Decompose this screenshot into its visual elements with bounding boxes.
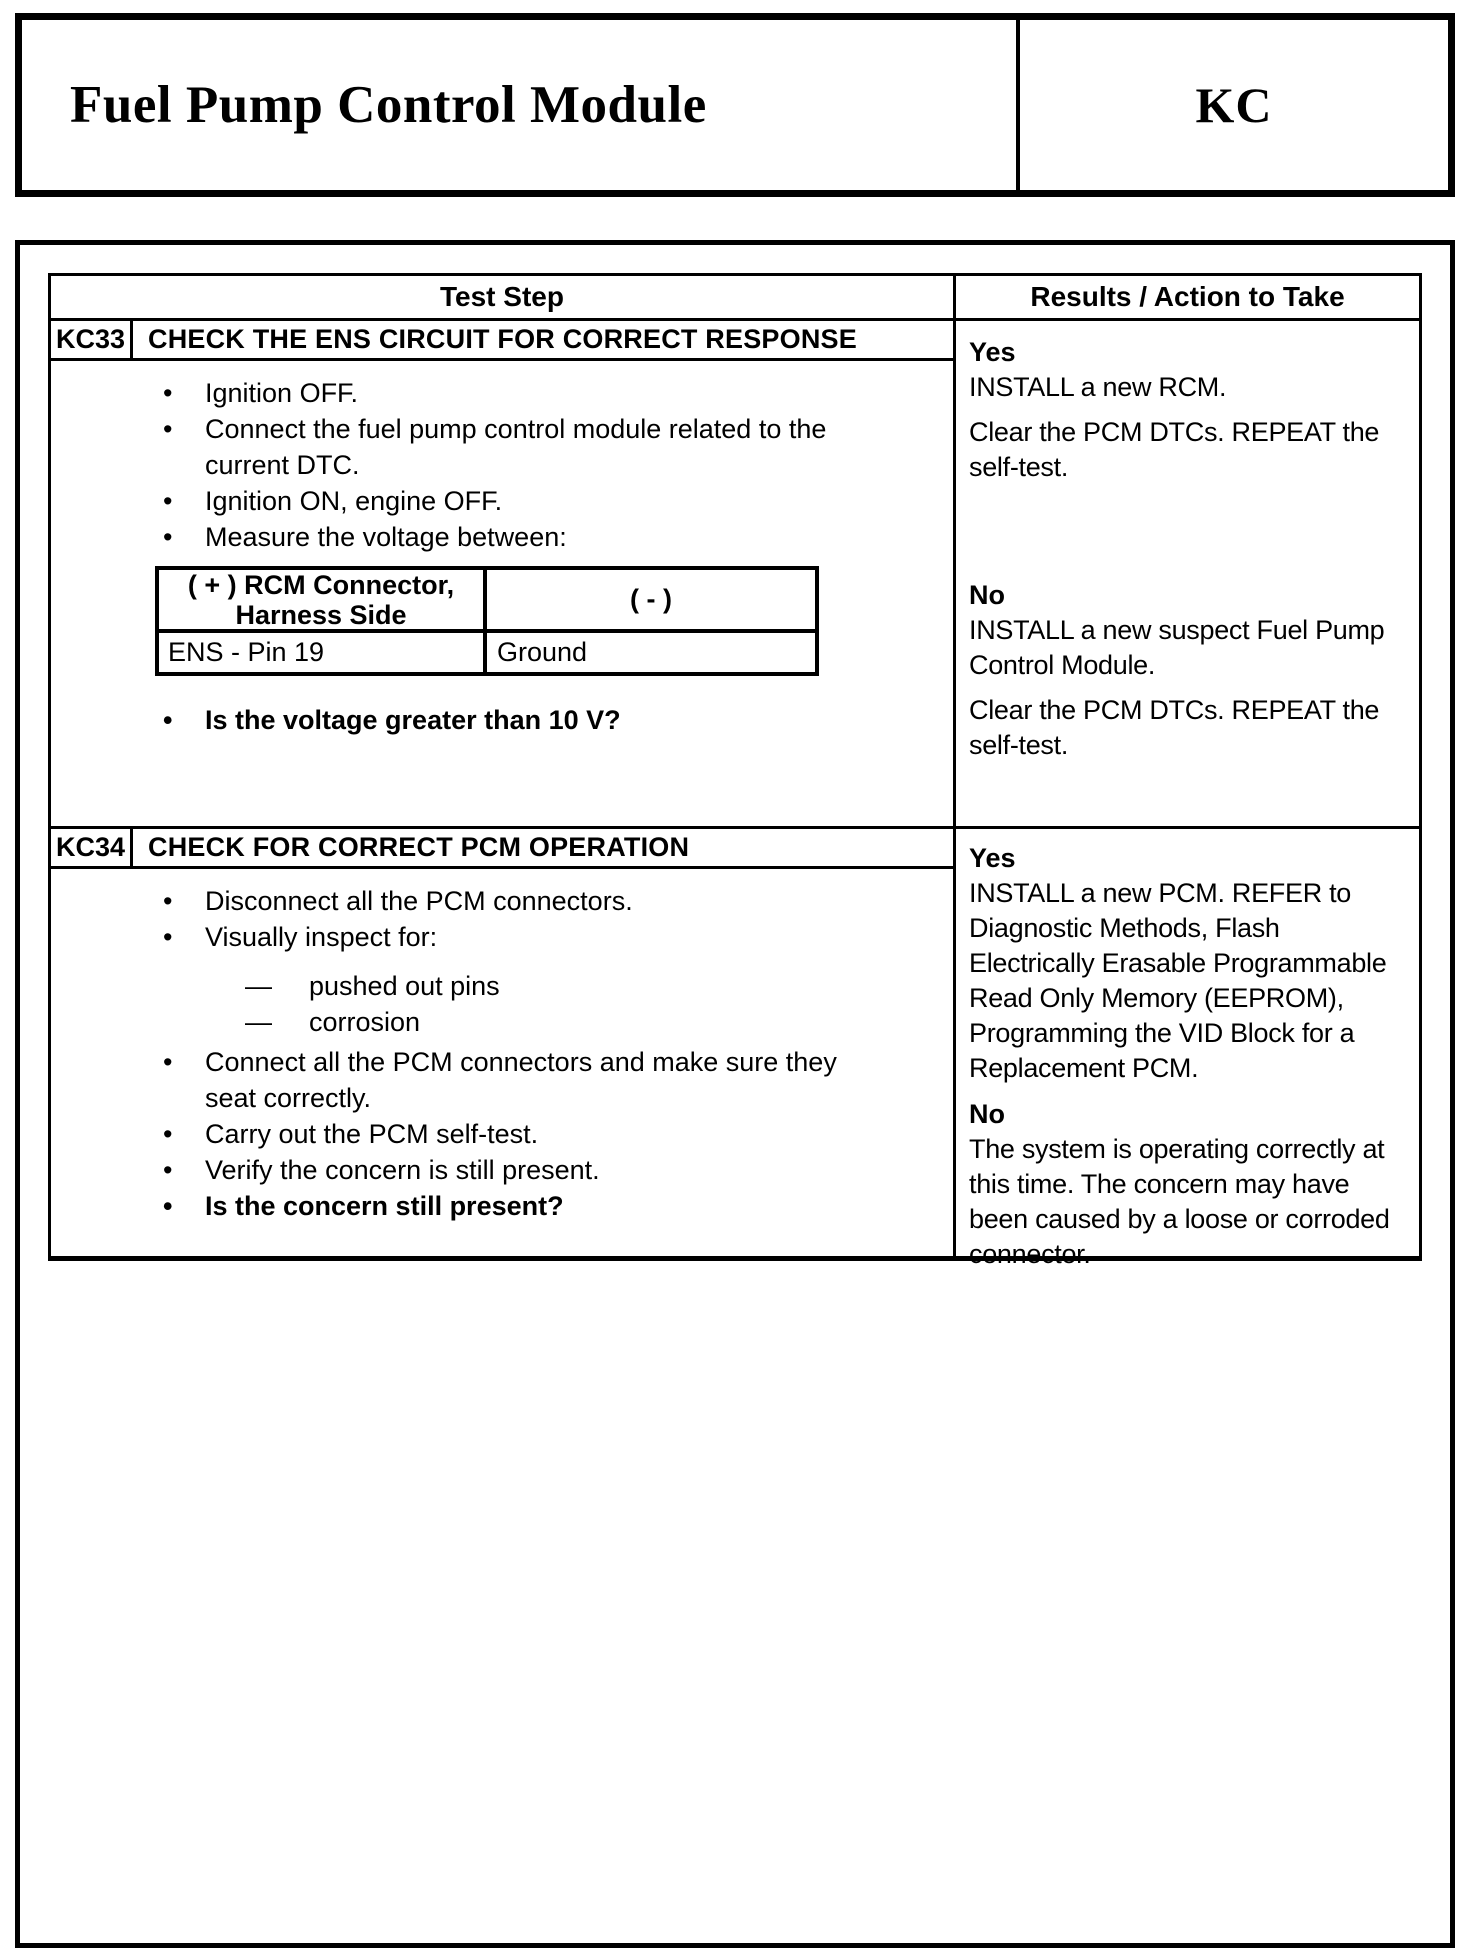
- page-title: Fuel Pump Control Module: [70, 76, 707, 134]
- bullet-icon: •: [163, 414, 173, 444]
- measurement-positive-header: ( + ) RCM Connector, Harness Side: [159, 570, 487, 629]
- list-item-text: Measure the voltage between:: [205, 522, 567, 552]
- result-paragraph: The system is operating correctly at this time. The concern may have been caused by a loose or corroded connector.: [969, 1134, 1390, 1269]
- measurement-positive-value: ENS - Pin 19: [159, 633, 487, 672]
- page-header-code-cell: [1020, 20, 1448, 190]
- list-item: [51, 411, 953, 483]
- sub-list-item-text: corrosion: [309, 1007, 421, 1037]
- kc34-test-step-cell: [51, 829, 956, 1256]
- kc33-step-title: CHECK THE ENS CIRCUIT FOR CORRECT RESPONSE: [148, 324, 857, 354]
- bullet-icon: •: [163, 922, 173, 952]
- list-item: [51, 883, 953, 919]
- measurement-table-header-row: [159, 570, 815, 633]
- bullet-icon: •: [163, 705, 173, 735]
- list-item: [51, 375, 953, 411]
- list-item-text: Connect all the PCM connectors and make sure they seat correctly.: [205, 1047, 837, 1113]
- kc34-step-title: CHECK FOR CORRECT PCM OPERATION: [148, 832, 690, 862]
- list-item-text: Disconnect all the PCM connectors.: [205, 886, 633, 916]
- sub-list-item-text: pushed out pins: [309, 971, 500, 1001]
- question-text: Is the voltage greater than 10 V?: [205, 705, 621, 735]
- page-header: [15, 13, 1455, 197]
- result-paragraph: INSTALL a new RCM.: [969, 372, 1227, 402]
- measurement-negative-value: Ground: [497, 637, 588, 667]
- list-item-text: Carry out the PCM self-test.: [205, 1119, 539, 1149]
- bullet-icon: •: [163, 486, 173, 516]
- kc34-step-code: KC34: [51, 829, 133, 866]
- kc34-yes-block: [969, 841, 1411, 1086]
- bullet-icon: •: [163, 1191, 173, 1221]
- inspect-sub-list: [51, 968, 953, 1040]
- test-step-section-kc33: [51, 321, 1419, 829]
- table-header-row: [51, 276, 1419, 321]
- bullet-icon: •: [163, 1119, 173, 1149]
- content-box: [15, 240, 1455, 1948]
- list-item: [51, 1152, 953, 1188]
- list-item-text: Connect the fuel pump control module related to the current DTC.: [205, 414, 827, 480]
- sub-list-item: [51, 1004, 953, 1040]
- kc34-no-block: [969, 1097, 1411, 1272]
- result-paragraph: Clear the PCM DTCs. REPEAT the self-test.: [969, 695, 1380, 760]
- col-header-results: Results / Action to Take: [1030, 281, 1345, 312]
- kc34-title-row: [51, 829, 953, 869]
- kc34-step-body: [51, 869, 953, 1224]
- bullet-icon: •: [163, 1047, 173, 1077]
- list-item: [51, 919, 953, 955]
- bullet-icon: •: [163, 886, 173, 916]
- dash-icon: —: [245, 971, 272, 1001]
- measurement-table-row: [159, 633, 815, 672]
- result-no-label: No: [969, 1099, 1005, 1129]
- list-item-text: Ignition ON, engine OFF.: [205, 486, 503, 516]
- result-paragraph: INSTALL a new suspect Fuel Pump Control Module.: [969, 615, 1385, 680]
- kc33-test-step-cell: [51, 321, 956, 826]
- section-code: KC: [1195, 77, 1273, 133]
- kc33-title-row: [51, 321, 953, 361]
- kc33-yes-block: [969, 335, 1411, 485]
- list-item: [51, 483, 953, 519]
- result-yes-label: Yes: [969, 843, 1016, 873]
- bullet-icon: •: [163, 522, 173, 552]
- sub-list-item: [51, 968, 953, 1004]
- list-item: [51, 519, 953, 555]
- kc34-question: [51, 1188, 953, 1224]
- dash-icon: —: [245, 1007, 272, 1037]
- list-item-text: Verify the concern is still present.: [205, 1155, 600, 1185]
- pinpoint-test-table: [48, 273, 1422, 1269]
- bullet-icon: •: [163, 1155, 173, 1185]
- question-text: Is the concern still present?: [205, 1191, 564, 1221]
- kc33-no-block: [969, 578, 1411, 763]
- col-header-test-step: Test Step: [51, 276, 956, 318]
- kc33-step-code: KC33: [51, 321, 133, 358]
- list-item: [51, 1044, 953, 1116]
- result-paragraph: Clear the PCM DTCs. REPEAT the self-test.: [969, 417, 1380, 482]
- bullet-icon: •: [163, 378, 173, 408]
- test-step-section-kc34: [51, 829, 1419, 1269]
- measurement-table: [155, 566, 819, 676]
- result-no-label: No: [969, 580, 1005, 610]
- page-header-title-cell: [22, 20, 1020, 190]
- result-yes-label: Yes: [969, 337, 1016, 367]
- kc33-step-body: [51, 361, 953, 738]
- kc33-results-cell: [956, 321, 1419, 826]
- list-item: [51, 1116, 953, 1152]
- list-item-text: Ignition OFF.: [205, 378, 359, 408]
- result-paragraph: INSTALL a new PCM. REFER to Diagnostic Methods, Flash Electrically Erasable Programmable Read Only Memory (EEPROM), Programming the VID Block for a Replacement PCM.: [969, 878, 1387, 1083]
- kc33-question: [51, 702, 953, 738]
- measurement-negative-header: ( - ): [630, 584, 672, 614]
- list-item-text: Visually inspect for:: [205, 922, 438, 952]
- kc34-results-cell: [956, 829, 1419, 1269]
